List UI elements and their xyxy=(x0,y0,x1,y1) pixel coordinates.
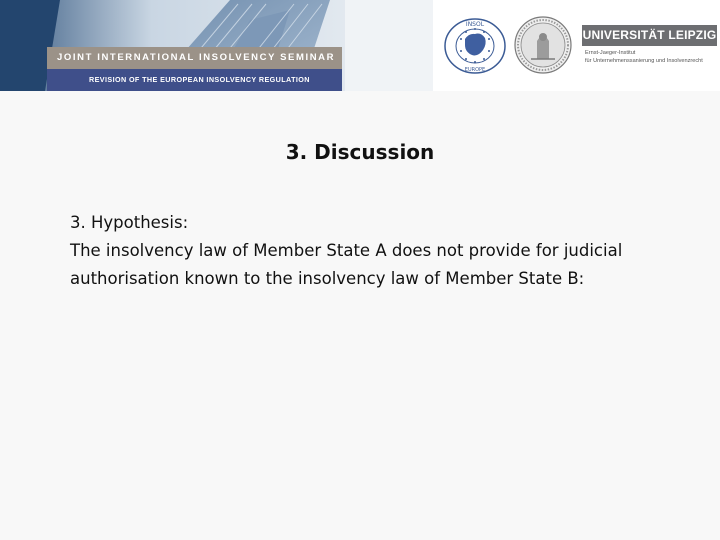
slide-title: 3. Discussion xyxy=(285,140,435,164)
seminar-title: JOINT INTERNATIONAL INSOLVENCY SEMINAR xyxy=(57,52,336,63)
seminar-subtitle-band xyxy=(47,69,342,91)
body-line-1: 3. Hypothesis: xyxy=(70,213,189,232)
university-name: UNIVERSITÄT LEIPZIG xyxy=(582,28,717,42)
insol-europe-logo xyxy=(443,17,507,80)
insol-europe-icon xyxy=(443,17,507,75)
insol-logo-bottom-text: EUROPE xyxy=(464,67,486,73)
body-line-3: authorisation known to the insolvency law of Member State B: xyxy=(70,269,585,288)
university-seal xyxy=(513,15,573,80)
seminar-title-band xyxy=(47,47,342,69)
seminar-subtitle: REVISION OF THE EUROPEAN INSOLVENCY REGULATION xyxy=(89,75,310,84)
slide-header xyxy=(0,0,720,91)
insol-logo-top-text: INSOL xyxy=(465,21,485,28)
institute-line-2: für Unternehmenssanierung und Insolvenzrecht xyxy=(585,58,703,64)
institute-line-1: Ernst-Jaeger-Institut xyxy=(585,50,636,56)
body-line-2: The insolvency law of Member State A does not provide for judicial xyxy=(70,241,623,260)
slide-body xyxy=(70,209,690,293)
university-name-logo xyxy=(582,25,717,46)
university-seal-icon xyxy=(513,15,573,75)
